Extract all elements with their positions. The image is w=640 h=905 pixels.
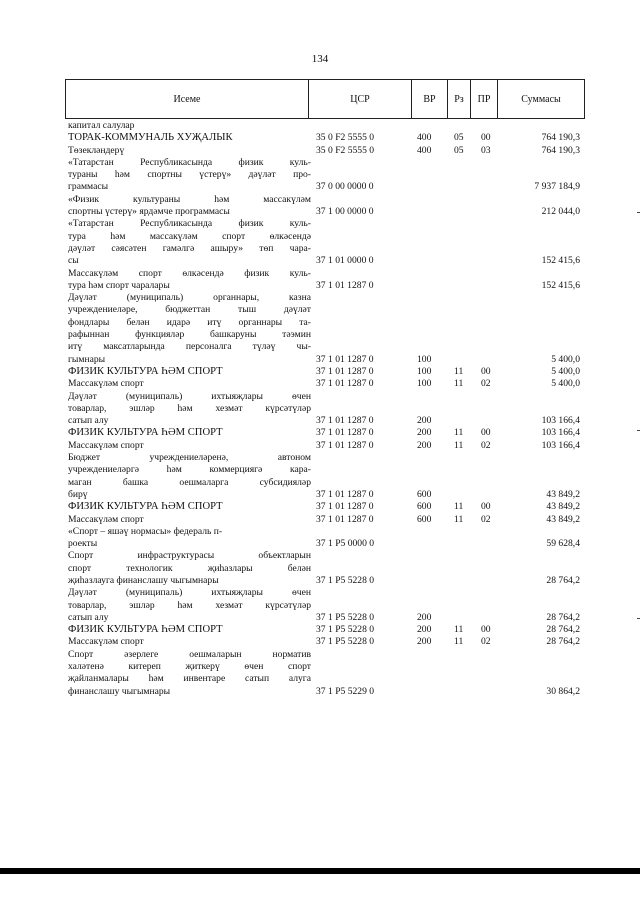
row-sum: 7 937 184,9 xyxy=(534,181,580,193)
row-name xyxy=(68,440,311,452)
row-rz: 11 xyxy=(454,378,464,390)
row-name-line: Дәүләт (муниципаль) ихтыяҗлары өчен xyxy=(68,587,311,599)
row-vr: 200 xyxy=(417,611,432,623)
row-name-line: Бюджет учреждениеләренә, автоном xyxy=(68,452,311,464)
row-sum: 764 190,3 xyxy=(541,144,580,156)
row-vr: 600 xyxy=(417,488,432,500)
row-name-line: ФИЗИК КУЛЬТУРА ҺӘМ СПОРТ xyxy=(68,427,223,439)
row-pr: 02 xyxy=(481,439,491,451)
row-name-line: «Физик культураны һәм массакүләм xyxy=(68,193,311,205)
page-number: 134 xyxy=(311,53,329,65)
table-row xyxy=(68,120,588,132)
row-vr: 600 xyxy=(417,501,432,513)
row-csr: 37 1 01 1287 0 xyxy=(316,353,374,365)
row-sum: 5 400,0 xyxy=(551,365,580,377)
row-name xyxy=(68,624,311,636)
row-vr: 100 xyxy=(417,353,432,365)
row-name-line: Дәүләт (муниципаль) органнары, казна xyxy=(68,292,311,304)
row-sum: 28 764,2 xyxy=(546,611,580,623)
row-name-line: маган башка оешмаларга субсидияләр xyxy=(68,476,311,488)
row-name-line: Массакүләм спорт өлкәсендә физик куль- xyxy=(68,267,311,279)
row-sum: 152 415,6 xyxy=(541,279,580,291)
table-row xyxy=(68,550,588,587)
table-header xyxy=(65,79,585,119)
row-pr: 00 xyxy=(481,132,491,144)
row-name-line: ФИЗИК КУЛЬТУРА ҺӘМ СПОРТ xyxy=(68,624,223,636)
row-name-line: спортны үстерү» ярдәмче программасы xyxy=(68,206,230,218)
row-vr: 200 xyxy=(417,636,432,648)
row-csr: 37 1 01 1287 0 xyxy=(316,279,374,291)
row-csr: 37 1 01 1287 0 xyxy=(316,488,374,500)
row-rz: 11 xyxy=(454,636,464,648)
row-csr: 37 1 01 1287 0 xyxy=(316,501,374,513)
row-name-line: ФИЗИК КУЛЬТУРА ҺӘМ СПОРТ xyxy=(68,365,223,377)
row-csr: 37 1 P5 5228 0 xyxy=(316,636,375,648)
row-csr: 37 1 P5 5228 0 xyxy=(316,574,375,586)
row-csr: 35 0 F2 5555 0 xyxy=(316,132,375,144)
row-name-line: Спорт инфраструктурасы объектларын xyxy=(68,550,311,562)
row-csr: 37 1 01 1287 0 xyxy=(316,415,374,427)
row-name-line: Массакүләм спорт xyxy=(68,378,144,390)
table-row xyxy=(68,452,588,501)
row-name-line: дәүләт сәясәтен гамәлгә ашыру» төп чара- xyxy=(68,242,311,254)
row-csr: 37 1 01 0000 0 xyxy=(316,255,374,267)
row-csr: 37 1 P5 0000 0 xyxy=(316,538,375,550)
row-name-line: Спорт әзерлеге оешмаларын норматив xyxy=(68,648,311,660)
table-row xyxy=(68,145,588,157)
table-row xyxy=(68,218,588,267)
row-name-line: Массакүләм спорт xyxy=(68,439,144,451)
table-row xyxy=(68,649,588,698)
row-csr: 37 1 01 1287 0 xyxy=(316,439,374,451)
row-name-line: ФИЗИК КУЛЬТУРА ҺӘМ СПОРТ xyxy=(68,501,223,513)
row-name-line: Дәүләт (муниципаль) ихтыяҗлары өчен xyxy=(68,390,311,402)
row-name xyxy=(68,514,311,526)
row-pr: 03 xyxy=(481,144,491,156)
table-row xyxy=(68,268,588,293)
table-row xyxy=(68,440,588,452)
row-sum: 103 166,4 xyxy=(541,439,580,451)
row-name xyxy=(68,391,311,428)
row-pr: 00 xyxy=(481,501,491,513)
table-row xyxy=(68,636,588,648)
row-name xyxy=(68,145,311,157)
row-name-line: бирү xyxy=(68,488,88,500)
row-rz: 11 xyxy=(454,624,464,636)
table-row xyxy=(68,132,588,144)
row-vr: 200 xyxy=(417,415,432,427)
table-row xyxy=(68,514,588,526)
row-name-line: сы xyxy=(68,255,79,267)
row-vr: 100 xyxy=(417,378,432,390)
row-name-line: Төзекләндерү xyxy=(68,144,125,156)
scan-edge-bar xyxy=(0,868,640,874)
table-row xyxy=(68,624,588,636)
row-name-line: ТОРАК-КОММУНАЛЬ ХУҖАЛЫК xyxy=(68,132,233,144)
row-vr: 600 xyxy=(417,513,432,525)
header-vr: ВР xyxy=(423,93,436,105)
row-rz: 11 xyxy=(454,439,464,451)
row-pr: 00 xyxy=(481,365,491,377)
row-name-line: спорт технологик җиһазлары белән xyxy=(68,562,311,574)
table-row xyxy=(68,501,588,513)
row-name xyxy=(68,587,311,624)
table-row xyxy=(68,292,588,366)
row-name xyxy=(68,268,311,293)
row-name xyxy=(68,366,311,378)
table-row xyxy=(68,427,588,439)
row-csr: 37 1 P5 5228 0 xyxy=(316,624,375,636)
row-pr: 02 xyxy=(481,378,491,390)
row-rz: 11 xyxy=(454,427,464,439)
header-csr: ЦСР xyxy=(350,93,370,105)
row-vr: 200 xyxy=(417,427,432,439)
row-sum: 59 628,4 xyxy=(546,538,580,550)
row-sum: 152 415,6 xyxy=(541,255,580,267)
row-pr: 02 xyxy=(481,636,491,648)
table-row xyxy=(68,391,588,428)
row-sum: 43 849,2 xyxy=(546,501,580,513)
row-name-line: Массакүләм спорт xyxy=(68,513,144,525)
row-name-line: товарлар, эшләр һәм хезмәт күрсәтүләр xyxy=(68,599,311,611)
row-sum: 28 764,2 xyxy=(546,636,580,648)
row-name xyxy=(68,526,311,551)
row-name-line: тура һәм массакүләм спорт өлкәсендә xyxy=(68,230,311,242)
row-name-line: тураны һәм спортны үстерү» дәүләт про- xyxy=(68,169,311,181)
row-csr: 37 1 01 1287 0 xyxy=(316,378,374,390)
row-vr: 400 xyxy=(417,132,432,144)
row-name-line: рафыннан функцияләр башкаруны тәэмин xyxy=(68,329,311,341)
row-name xyxy=(68,218,311,267)
row-rz: 05 xyxy=(454,144,464,156)
row-name xyxy=(68,378,311,390)
row-csr: 35 0 F2 5555 0 xyxy=(316,144,375,156)
row-name xyxy=(68,550,311,587)
row-csr: 37 1 00 0000 0 xyxy=(316,206,374,218)
table-row xyxy=(68,194,588,219)
row-vr: 100 xyxy=(417,365,432,377)
row-name-line: капитал салулар xyxy=(68,120,135,131)
row-csr: 37 1 01 1287 0 xyxy=(316,427,374,439)
row-sum: 30 864,2 xyxy=(546,685,580,697)
row-name-line: учреждениеләргә һәм коммерциягә кара- xyxy=(68,464,311,476)
row-name xyxy=(68,120,311,132)
table-row xyxy=(68,157,588,194)
row-name-line: Массакүләм спорт xyxy=(68,636,144,648)
row-name xyxy=(68,132,311,144)
table-row xyxy=(68,587,588,624)
row-name xyxy=(68,157,311,194)
row-sum: 43 849,2 xyxy=(546,513,580,525)
row-name xyxy=(68,292,311,366)
row-sum: 43 849,2 xyxy=(546,488,580,500)
row-name-line: җиһазлауга финанслашу чыгымнары xyxy=(68,574,219,586)
row-sum: 5 400,0 xyxy=(551,378,580,390)
row-rz: 11 xyxy=(454,501,464,513)
row-sum: 103 166,4 xyxy=(541,415,580,427)
row-rz: 11 xyxy=(454,513,464,525)
row-sum: 103 166,4 xyxy=(541,427,580,439)
row-name xyxy=(68,452,311,501)
row-name-line: фондлары белән идарә итү органнары та- xyxy=(68,316,311,328)
row-csr: 37 0 00 0000 0 xyxy=(316,181,374,193)
row-name-line: сатып алу xyxy=(68,611,109,623)
row-csr: 37 1 01 1287 0 xyxy=(316,513,374,525)
header-sum: Суммасы xyxy=(521,93,561,105)
row-name-line: халәтенә китереп җиткерү өчен спорт xyxy=(68,661,311,673)
row-name-line: граммасы xyxy=(68,181,109,193)
table-row xyxy=(68,366,588,378)
table-body xyxy=(68,120,588,698)
row-csr: 37 1 01 1287 0 xyxy=(316,365,374,377)
row-sum: 5 400,0 xyxy=(551,353,580,365)
row-name-line: «Татарстан Республикасында физик куль- xyxy=(68,156,311,168)
row-rz: 11 xyxy=(454,365,464,377)
row-name xyxy=(68,501,311,513)
header-rz: Рз xyxy=(454,93,464,105)
row-name xyxy=(68,636,311,648)
row-name xyxy=(68,427,311,439)
row-vr: 400 xyxy=(417,144,432,156)
table-row xyxy=(68,378,588,390)
row-vr: 200 xyxy=(417,439,432,451)
row-pr: 02 xyxy=(481,513,491,525)
row-name-line: сатып алу xyxy=(68,415,109,427)
row-name-line: җайланмалары һәм инвентаре сатып алуга xyxy=(68,673,311,685)
row-name xyxy=(68,194,311,219)
row-csr: 37 1 P5 5228 0 xyxy=(316,611,375,623)
row-name-line: «Спорт – яшәү нормасы» федераль п- xyxy=(68,525,223,537)
row-name-line: «Татарстан Республикасында физик куль- xyxy=(68,218,311,230)
row-name-line: роекты xyxy=(68,538,98,550)
header-name: Исеме xyxy=(173,93,201,105)
row-name-line: тура һәм спорт чаралары xyxy=(68,279,170,291)
row-sum: 764 190,3 xyxy=(541,132,580,144)
row-pr: 00 xyxy=(481,427,491,439)
row-pr: 00 xyxy=(481,624,491,636)
row-name xyxy=(68,649,311,698)
row-name-line: товарлар, эшләр һәм хезмәт күрсәтүләр xyxy=(68,402,311,414)
row-name-line: итү максатларында персоналга түләү чы- xyxy=(68,341,311,353)
row-csr: 37 1 P5 5229 0 xyxy=(316,685,375,697)
header-pr: ПР xyxy=(477,93,491,105)
row-name-line: финанслашу чыгымнары xyxy=(68,685,171,697)
row-sum: 212 044,0 xyxy=(541,206,580,218)
table-row xyxy=(68,526,588,551)
row-sum: 28 764,2 xyxy=(546,574,580,586)
row-name-line: гымнары xyxy=(68,353,106,365)
row-vr: 200 xyxy=(417,624,432,636)
row-rz: 05 xyxy=(454,132,464,144)
row-sum: 28 764,2 xyxy=(546,624,580,636)
row-name-line: учреждениеләре, бюджеттан тыш дәүләт xyxy=(68,304,311,316)
